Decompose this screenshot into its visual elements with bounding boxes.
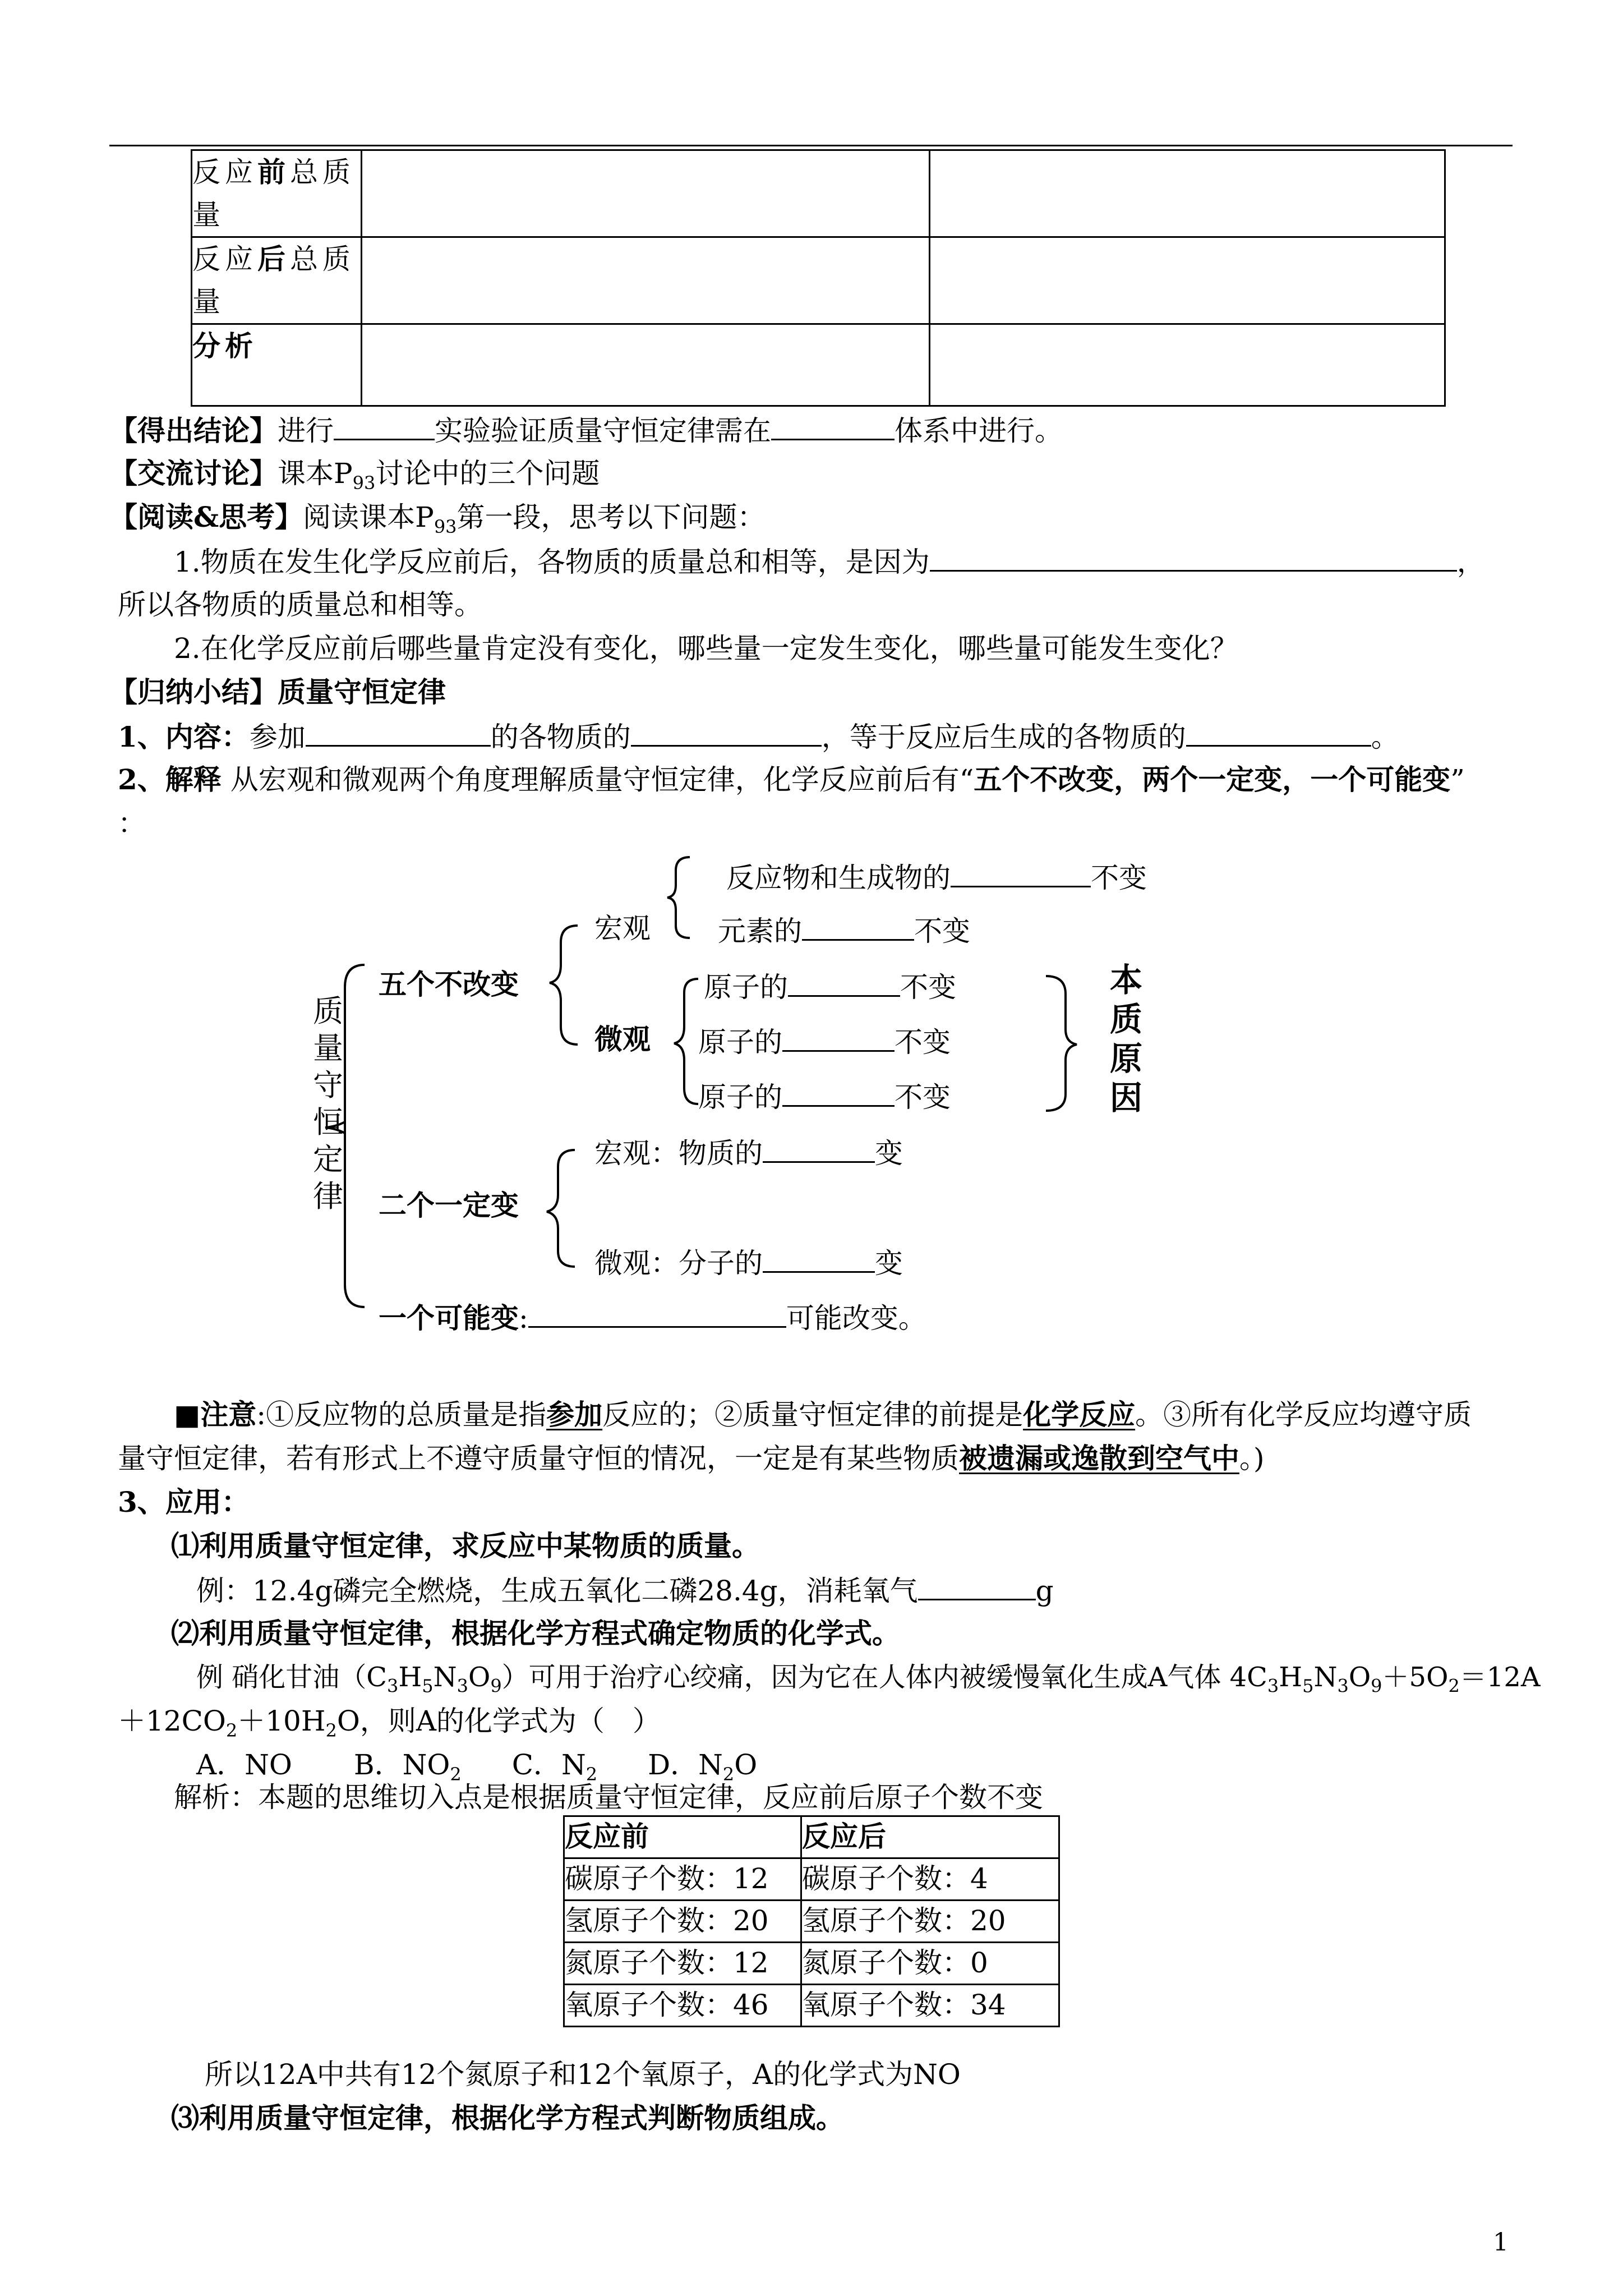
five-brace <box>550 926 578 1045</box>
apply-item-1: ⑴利用质量守恒定律，求反应中某物质的质量。 <box>171 1529 760 1562</box>
cell-empty[interactable] <box>930 150 1445 237</box>
micro-item-2: 原子的 不变 <box>698 1020 951 1062</box>
cell: 碳原子个数：12 <box>564 1858 801 1901</box>
example-1: 例：12.4g磷完全燃烧，生成五氧化二磷28.4g，消耗氧气 g <box>196 1568 1054 1612</box>
header-after: 反应后 <box>801 1816 1059 1858</box>
cell: 氮原子个数：0 <box>801 1943 1059 1985</box>
analysis-line: 解析：本题的思维切入点是根据质量守恒定律，反应前后原子个数不变 <box>174 1781 1043 1814</box>
blank[interactable] <box>918 1568 1036 1600</box>
explain-line-cont: ： <box>118 807 146 840</box>
blank[interactable] <box>951 855 1091 887</box>
cell: 氢原子个数：20 <box>564 1901 801 1943</box>
question-1-cont: 所以各物质的质量总和相等。 <box>118 588 482 621</box>
two-item-2: 微观：分子的 变 <box>594 1241 903 1283</box>
blank[interactable] <box>763 1131 875 1163</box>
blank[interactable] <box>788 965 900 997</box>
cell-empty[interactable] <box>362 324 930 406</box>
option-a[interactable]: A．NO <box>196 1749 292 1781</box>
essence-label: 本质原因 <box>1109 961 1142 1117</box>
blank[interactable] <box>334 408 435 440</box>
root-brace <box>345 965 365 1307</box>
micro-item-3: 原子的 不变 <box>698 1075 951 1117</box>
example-2-line-1: 例 硝化甘油$(C_3H_5N_3O_9)$可用于治疗心绞痛，因为它在人体内被缓慢氧化生成A气体 $4C_3H_5N_3O_9+5O_2=12A$ <box>196 1662 1541 1697</box>
content-line: 1、内容：参加 的各物质的 ，等于反应后生成的各物质的 。 <box>118 715 1399 758</box>
cell: 氢原子个数：20 <box>801 1901 1059 1943</box>
one-line: 一个可能变: 可能改变。 <box>379 1296 926 1338</box>
micro-brace <box>674 979 698 1104</box>
blank[interactable] <box>930 540 1457 572</box>
cell-empty[interactable] <box>362 237 930 324</box>
cell-empty[interactable] <box>930 324 1445 406</box>
essence-brace <box>1046 976 1077 1111</box>
experiment-table <box>191 149 1446 407</box>
example-2-line-2: $+12CO_2+10H_2O$，则A的化学式为（ ） <box>118 1705 661 1741</box>
table-row <box>192 324 1445 406</box>
two-brace <box>547 1150 575 1267</box>
blank[interactable] <box>763 1241 875 1273</box>
macro-item-1: 反应物和生成物的 不变 <box>726 855 1147 898</box>
option-d[interactable]: D．$N_2O$ <box>648 1749 758 1785</box>
option-c[interactable]: C．$N_2$ <box>511 1749 598 1785</box>
table-row <box>564 1901 1059 1943</box>
conclusion-line: 【得出结论】进行 实验验证质量守恒定律需在 体系中进行。 <box>109 408 1063 452</box>
header-rule <box>109 145 1513 146</box>
table-row <box>564 1985 1059 2027</box>
micro-item-1: 原子的 不变 <box>704 965 956 1007</box>
apply-item-3: ⑶利用质量守恒定律，根据化学方程式判断物质组成。 <box>171 2101 844 2134</box>
summary-heading: 【归纳小结】质量守恒定律 <box>109 675 446 708</box>
blank[interactable] <box>782 1020 895 1052</box>
option-b[interactable]: B．$NO_2$ <box>353 1749 462 1785</box>
cell-empty[interactable] <box>930 237 1445 324</box>
macro-brace <box>667 857 690 938</box>
result-line: 所以12A中共有12个氮原子和12个氧原子，A的化学式为NO <box>205 2058 961 2091</box>
table-row <box>564 1943 1059 1985</box>
table-row <box>192 150 1445 237</box>
cell: 氮原子个数：12 <box>564 1943 801 1985</box>
question-1: 1.物质在发生化学反应前后，各物质的质量总和相等，是因为 ， <box>174 540 1485 583</box>
table-row <box>192 237 1445 324</box>
cell: 氧原子个数：46 <box>564 1985 801 2027</box>
macro-item-2: 元素的 不变 <box>718 909 970 951</box>
blank[interactable] <box>528 1296 786 1328</box>
blank[interactable] <box>631 715 822 747</box>
macro-label: 宏观 <box>594 912 651 945</box>
blank[interactable] <box>782 1075 895 1107</box>
apply-heading: 3、应用： <box>118 1485 250 1519</box>
blank[interactable] <box>1186 715 1371 747</box>
note-line-1: ■注意:①反应物的总质量是指参加反应的；②质量守恒定律的前提是化学反应。③所有化学反应均遵守质 <box>174 1398 1472 1431</box>
two-item-1: 宏观：物质的 变 <box>594 1131 903 1173</box>
table-row <box>564 1816 1059 1858</box>
explain-line: 2、解释 从宏观和微观两个角度理解质量守恒定律，化学反应前后有“五个不改变，两个一定变，一个可能变” <box>118 763 1465 796</box>
cell: 碳原子个数：4 <box>801 1858 1059 1901</box>
cell-empty[interactable] <box>362 150 930 237</box>
question-2: 2.在化学反应前后哪些量肯定没有变化，哪些量一定发生变化，哪些量可能发生变化？ <box>174 632 1238 665</box>
blank[interactable] <box>802 909 914 941</box>
row-label-analysis: 分析 <box>192 324 362 406</box>
blank[interactable] <box>771 408 895 440</box>
note-line-2: 量守恒定律，若有形式上不遵守质量守恒的情况，一定是有某些物质被遗漏或逸散到空气中。) <box>118 1442 1265 1475</box>
cell: 氧原子个数：34 <box>801 1985 1059 2027</box>
row-label-after: 反应后总质量 <box>192 237 362 324</box>
page-number: 1 <box>1493 2228 1509 2257</box>
discussion-line: 【交流讨论】课本$P_{93}$讨论中的三个问题 <box>109 457 600 494</box>
five-label: 五个不改变 <box>379 968 519 1001</box>
table-row <box>564 1858 1059 1901</box>
header-before: 反应前 <box>564 1816 801 1858</box>
micro-label: 微观 <box>594 1023 651 1056</box>
diagram-root-label: 质量守恒定律 <box>313 993 343 1214</box>
row-label-before: 反应前总质量 <box>192 150 362 237</box>
apply-item-2: ⑵利用质量守恒定律，根据化学方程式确定物质的化学式。 <box>171 1617 900 1650</box>
atom-count-table <box>563 1815 1060 2027</box>
blank[interactable] <box>306 715 491 747</box>
two-label: 二个一定变 <box>379 1189 519 1222</box>
reading-line: 【阅读&思考】阅读课本$P_{93}$第一段，思考以下问题： <box>109 500 766 537</box>
